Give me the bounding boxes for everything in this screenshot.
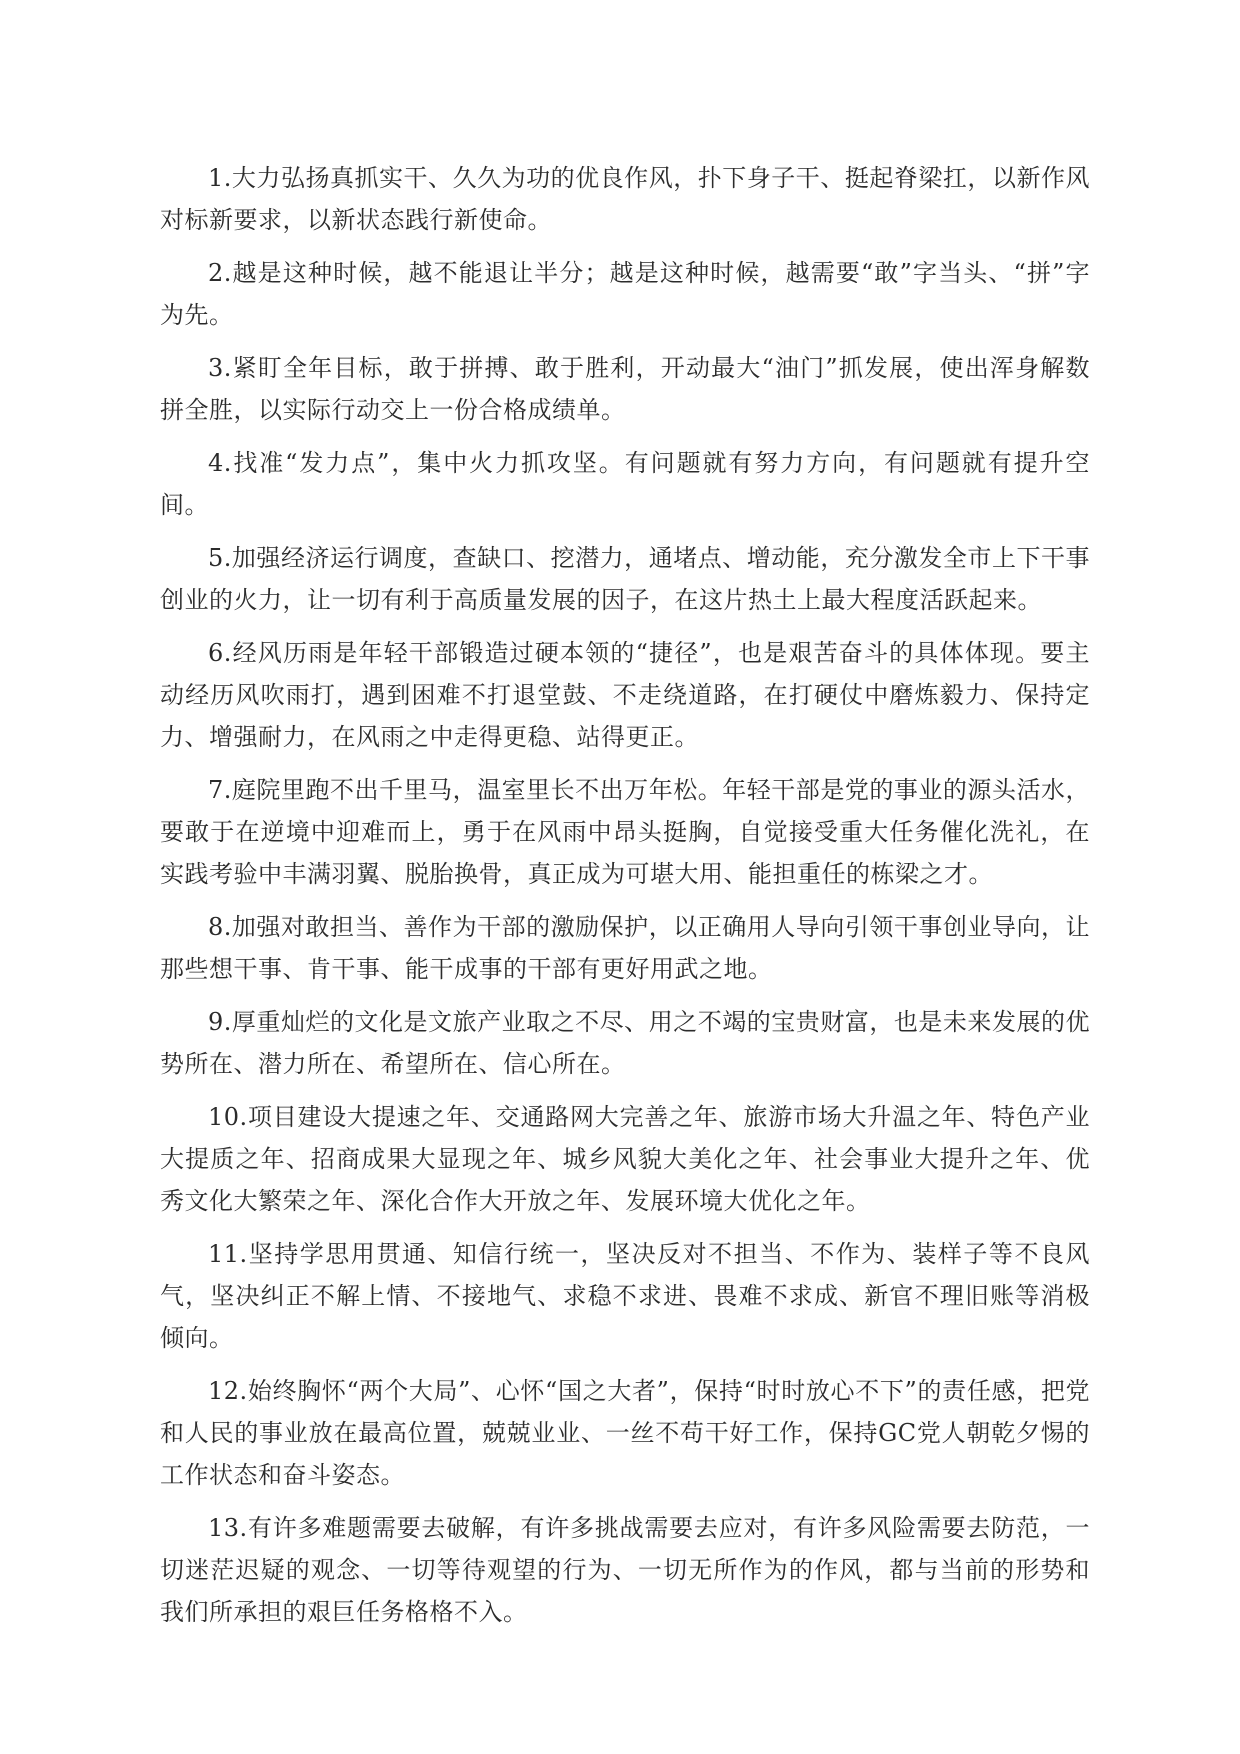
- paragraph-12: 12.始终胸怀“两个大局”、心怀“国之大者”，保持“时时放心不下”的责任感，把党和人民的事业放在最高位置，兢兢业业、一丝不苟干好工作，保持GC党人朝乾夕惕的工作状态和奋斗姿态。: [160, 1377, 1090, 1489]
- paragraph-11: 11.坚持学思用贯通、知信行统一，坚决反对不担当、不作为、装样子等不良风气，坚决纠正不解上情、不接地气、求稳不求进、畏难不求成、新官不理旧账等消极倾向。: [160, 1240, 1090, 1352]
- paragraph-2: 2.越是这种时候，越不能退让半分；越是这种时候，越需要“敢”字当头、“拼”字为先。: [160, 259, 1090, 329]
- paragraph-7: 7.庭院里跑不出千里马，温室里长不出万年松。年轻干部是党的事业的源头活水，要敢于在逆境中迎难而上，勇于在风雨中昂头挺胸，自觉接受重大任务催化洗礼，在实践考验中丰满羽翼、脱胎换骨，真正成为可堪大用、能担重任的栋梁之才。: [160, 776, 1090, 888]
- document-body: [160, 157, 1090, 1644]
- paragraph-3: 3.紧盯全年目标，敢于拼搏、敢于胜利，开动最大“油门”抓发展，使出浑身解数拼全胜，以实际行动交上一份合格成绩单。: [160, 354, 1090, 424]
- paragraph-13: 13.有许多难题需要去破解，有许多挑战需要去应对，有许多风险需要去防范，一切迷茫迟疑的观念、一切等待观望的行为、一切无所作为的作风，都与当前的形势和我们所承担的艰巨任务格格不入。: [160, 1514, 1090, 1626]
- paragraph-4: 4.找准“发力点”，集中火力抓攻坚。有问题就有努力方向，有问题就有提升空间。: [160, 449, 1090, 519]
- paragraph-6: 6.经风历雨是年轻干部锻造过硬本领的“捷径”，也是艰苦奋斗的具体体现。要主动经历风吹雨打，遇到困难不打退堂鼓、不走绕道路，在打硬仗中磨炼毅力、保持定力、增强耐力，在风雨之中走得更稳、站得更正。: [160, 639, 1090, 751]
- paragraph-9: 9.厚重灿烂的文化是文旅产业取之不尽、用之不竭的宝贵财富，也是未来发展的优势所在、潜力所在、希望所在、信心所在。: [160, 1008, 1090, 1078]
- paragraph-5: 5.加强经济运行调度，查缺口、挖潜力，通堵点、增动能，充分激发全市上下干事创业的火力，让一切有利于高质量发展的因子，在这片热土上最大程度活跃起来。: [160, 544, 1090, 614]
- paragraph-10: 10.项目建设大提速之年、交通路网大完善之年、旅游市场大升温之年、特色产业大提质之年、招商成果大显现之年、城乡风貌大美化之年、社会事业大提升之年、优秀文化大繁荣之年、深化合作大开放之年、发展环境大优化之年。: [160, 1103, 1090, 1215]
- paragraph-8: 8.加强对敢担当、善作为干部的激励保护，以正确用人导向引领干事创业导向，让那些想干事、肯干事、能干成事的干部有更好用武之地。: [160, 913, 1090, 983]
- paragraph-1: 1.大力弘扬真抓实干、久久为功的优良作风，扑下身子干、挺起脊梁扛，以新作风对标新要求，以新状态践行新使命。: [160, 164, 1090, 234]
